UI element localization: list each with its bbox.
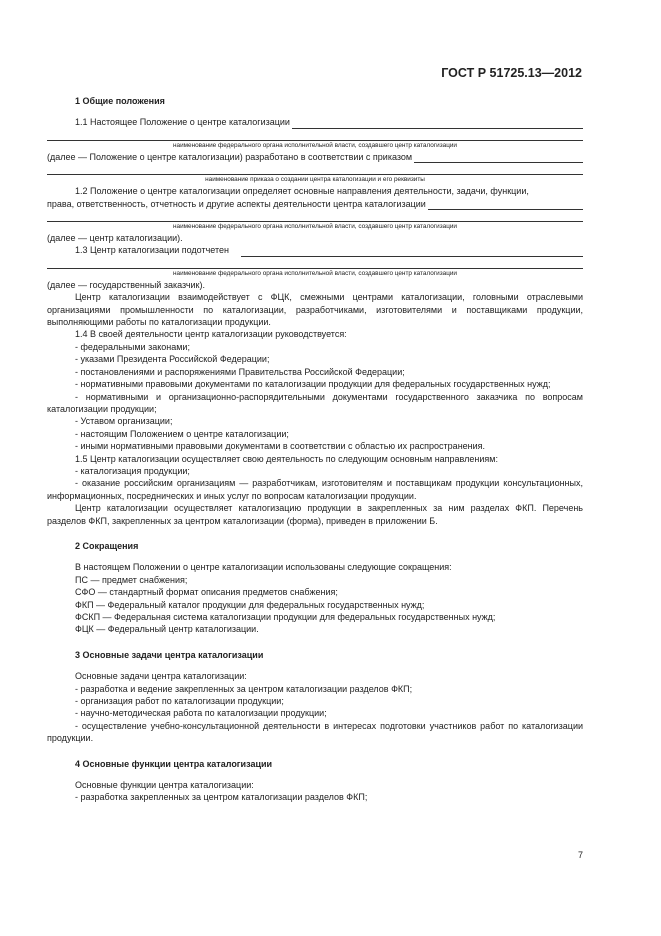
paragraph-1-1-continued bbox=[47, 151, 583, 163]
list-item: - федеральными законами; bbox=[75, 341, 190, 352]
list-item: - иными нормативными правовыми документами в соответствии с областью их распространения. bbox=[75, 441, 486, 452]
paragraph-1-2-line2 bbox=[47, 198, 583, 210]
abbreviation-item: СФО — стандартный формат описания предметов снабжения; bbox=[75, 587, 338, 598]
paragraph-1-5: 1.5 Центр каталогизации осуществляет свою деятельность по следующим основным направлениям: bbox=[75, 453, 498, 464]
blank-line bbox=[47, 129, 583, 141]
paragraph-1-1b-text: (далее — Положение о центре каталогизации) разработано в соответствии с приказом bbox=[47, 151, 413, 162]
list-item: - разработка и ведение закрепленных за центром каталогизации разделов ФКП; bbox=[75, 683, 413, 694]
section-4-intro: Основные функции центра каталогизации: bbox=[75, 780, 254, 791]
section-2-intro: В настоящем Положении о центре каталогизации использованы следующие сокращения: bbox=[75, 562, 452, 573]
section-3-intro: Основные задачи центра каталогизации: bbox=[75, 671, 247, 682]
paragraph-1-3-text: 1.3 Центр каталогизации подотчетен bbox=[75, 245, 230, 256]
document-body bbox=[47, 95, 583, 804]
caption-authority: наименование федерального органа исполнительной власти, создавшего центр каталогизации bbox=[173, 269, 457, 277]
list-item: - Уставом организации; bbox=[75, 416, 173, 427]
list-item: - нормативными правовыми документами по каталогизации продукции для федеральных государственных нужд; bbox=[75, 379, 551, 390]
document-code: ГОСТ Р 51725.13—2012 bbox=[441, 66, 582, 80]
list-item: - настоящим Положением о центре каталогизации; bbox=[75, 428, 289, 439]
caption-authority: наименование федерального органа исполнительной власти, создавшего центр каталогизации bbox=[173, 223, 457, 231]
paragraph-1-4: 1.4 В своей деятельности центр каталогизации руководствуется: bbox=[75, 329, 347, 340]
abbreviation-item: ФЦК — Федеральный центр каталогизации. bbox=[75, 624, 259, 635]
paragraph-1-1 bbox=[47, 116, 583, 128]
section-3-heading: 3 Основные задачи центра каталогизации bbox=[75, 649, 264, 660]
caption-order: наименование приказа о создании центра каталогизации и его реквизиты bbox=[205, 176, 425, 184]
caption-authority: наименование федерального органа исполнительной власти, создавшего центр каталогизации bbox=[173, 141, 457, 149]
paragraph-1-3 bbox=[47, 244, 583, 256]
abbreviation-item: ФСКП — Федеральная система каталогизации продукции для федеральных государственных нужд; bbox=[75, 612, 496, 622]
list-item: - указами Президента Российской Федерации; bbox=[75, 354, 270, 365]
list-item: - научно-методическая работа по каталогизации продукции; bbox=[75, 708, 327, 719]
order-blank-line bbox=[414, 153, 583, 163]
paragraph-1-3-end: (далее — государственный заказчик). bbox=[47, 279, 205, 290]
section-1-heading: 1 Общие положения bbox=[75, 96, 165, 106]
blank-line bbox=[47, 163, 583, 175]
blank-line bbox=[47, 210, 583, 222]
list-item: - нормативными и организационно-распорядительными документами государственного заказчика по вопросам каталогизации продукции; bbox=[47, 391, 583, 414]
list-item: - оказание российским организациям — разработчикам, изготовителям и поставщикам продукции консультационных, информационных, посреднических и иных услуг по вопросам каталогизации продукции. bbox=[47, 478, 583, 501]
authority-blank-line bbox=[428, 200, 583, 210]
list-item: - разработка закрепленных за центром каталогизации разделов ФКП; bbox=[75, 792, 368, 803]
section-2-heading: 2 Сокращения bbox=[75, 540, 139, 551]
list-item: - организация работ по каталогизации продукции; bbox=[75, 696, 284, 707]
page-number: 7 bbox=[578, 850, 584, 860]
paragraph-catalog-sections: Центр каталогизации осуществляет каталогизацию продукции в закрепленных за ним разделах ФКП. Перечень разделов ФКП, закрепленных за центром каталогизации (форма), приведен в приложении Б. bbox=[47, 503, 583, 526]
abbreviation-item: ПС — предмет снабжения; bbox=[75, 574, 188, 585]
authority-blank-line bbox=[292, 119, 583, 129]
list-item: - постановлениями и распоряжениями Правительства Российской Федерации; bbox=[75, 366, 405, 377]
paragraph-1-2b-text: права, ответственность, отчетность и другие аспекты деятельности центра каталогизации bbox=[47, 198, 426, 209]
paragraph-1-2-end: (далее — центр каталогизации). bbox=[47, 233, 183, 244]
blank-line bbox=[47, 257, 583, 269]
paragraph-1-1-text: 1.1 Настоящее Положение о центре каталогизации bbox=[75, 117, 290, 128]
abbreviation-item: ФКП — Федеральный каталог продукции для федеральных государственных нужд; bbox=[75, 599, 425, 610]
list-item: - осуществление учебно-консультационной деятельности в интересах подготовки участников работ по каталогизации продукции. bbox=[47, 720, 583, 744]
authority-blank-line bbox=[241, 247, 583, 257]
paragraph-1-2-line1: 1.2 Положение о центре каталогизации определяет основные направления деятельности, задачи, функции, bbox=[75, 186, 529, 197]
section-4-heading: 4 Основные функции центра каталогизации bbox=[75, 758, 273, 769]
list-item: - каталогизация продукции; bbox=[75, 465, 190, 476]
paragraph-interaction: Центр каталогизации взаимодействует с ФЦК, смежными центрами каталогизации, головными отраслевыми организациями промышленности по каталогизации, разработчиками, изготовителями и поставщиками продукции, выполняющими работы по каталогизации продукции. bbox=[47, 292, 583, 328]
